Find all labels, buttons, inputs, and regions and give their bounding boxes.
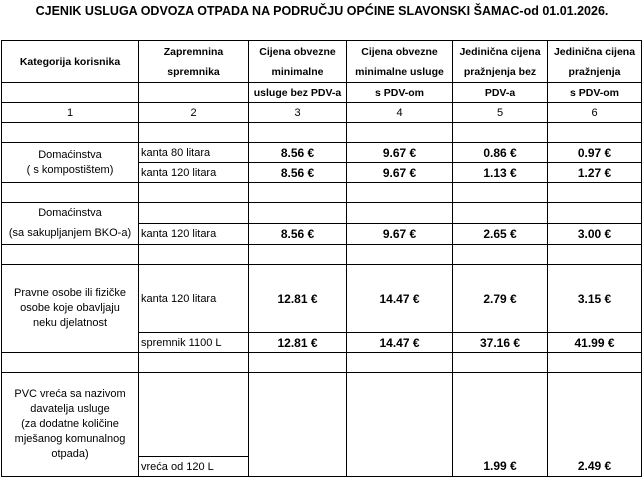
category-cell bbox=[2, 203, 139, 224]
header-category: Kategorija korisnika bbox=[2, 41, 139, 83]
spacer-cell bbox=[548, 353, 642, 373]
category-line: (za dodatne količine bbox=[21, 418, 119, 430]
column-number: 3 bbox=[249, 103, 347, 123]
category-cell bbox=[2, 143, 139, 183]
min-vat-cell: 14.47 € bbox=[347, 333, 453, 353]
header-min-vat-line3: s PDV-om bbox=[347, 83, 453, 103]
column-number: 2 bbox=[139, 103, 249, 123]
category-line: davatelja usluge bbox=[30, 403, 110, 415]
category-cell bbox=[2, 373, 139, 477]
unit-no-vat-cell: 2.65 € bbox=[453, 224, 548, 245]
spacer-cell bbox=[2, 183, 139, 203]
container-cell: kanta 120 litara bbox=[139, 265, 249, 333]
header-min-no-vat-line3: usluge bez PDV-a bbox=[249, 83, 347, 103]
spacer-cell bbox=[347, 123, 453, 143]
min-vat-cell bbox=[347, 457, 453, 477]
empty-cell bbox=[249, 373, 347, 457]
unit-vat-cell: 3.00 € bbox=[548, 224, 642, 245]
table-row bbox=[2, 373, 642, 457]
empty-cell bbox=[249, 203, 347, 224]
spacer-cell bbox=[548, 183, 642, 203]
container-cell: vreća od 120 L bbox=[139, 457, 249, 477]
spacer-cell bbox=[347, 183, 453, 203]
unit-no-vat-cell: 1.13 € bbox=[453, 163, 548, 183]
header-min-vat-line1: Cijena obvezne bbox=[347, 41, 453, 63]
min-vat-cell: 9.67 € bbox=[347, 163, 453, 183]
spacer-cell bbox=[249, 123, 347, 143]
container-cell: kanta 120 litara bbox=[139, 163, 249, 183]
spacer-cell bbox=[139, 245, 249, 265]
category-line: osobe koje obavljaju bbox=[20, 302, 120, 314]
spacer-cell bbox=[249, 245, 347, 265]
min-no-vat-cell: 8.56 € bbox=[249, 143, 347, 163]
spacer-cell bbox=[139, 123, 249, 143]
category-line: Domaćinstva bbox=[38, 206, 102, 219]
header-min-vat-line2: minimalne usluge bbox=[347, 63, 453, 83]
column-number: 5 bbox=[453, 103, 548, 123]
header-min-no-vat-line2: minimalne bbox=[249, 63, 347, 83]
header-unit-no-vat-line2: pražnjenja bez bbox=[453, 63, 548, 83]
spacer-cell bbox=[453, 245, 548, 265]
category-cell bbox=[2, 224, 139, 245]
header-volume-line1: Zapremnina bbox=[139, 41, 249, 63]
header-unit-vat-line3: s PDV-om bbox=[548, 83, 642, 103]
spacer-cell bbox=[2, 123, 139, 143]
column-number: 1 bbox=[2, 103, 139, 123]
spacer-cell bbox=[548, 123, 642, 143]
spacer-cell bbox=[2, 353, 139, 373]
unit-no-vat-cell: 2.79 € bbox=[453, 265, 548, 333]
unit-vat-cell: 41.99 € bbox=[548, 333, 642, 353]
table-row bbox=[2, 224, 642, 245]
empty-cell bbox=[453, 203, 548, 224]
min-no-vat-cell: 8.56 € bbox=[249, 224, 347, 245]
spacer-cell bbox=[347, 353, 453, 373]
unit-vat-cell: 1.27 € bbox=[548, 163, 642, 183]
category-line: mješanog komunalnog bbox=[14, 433, 126, 445]
empty-cell bbox=[139, 203, 249, 224]
header-empty-cell bbox=[139, 83, 249, 103]
price-table bbox=[1, 40, 642, 477]
category-line: (sa sakupljanjem BKO-a) bbox=[8, 227, 132, 240]
table-row bbox=[2, 143, 642, 163]
min-no-vat-cell: 12.81 € bbox=[249, 265, 347, 333]
spacer-cell bbox=[139, 183, 249, 203]
header-unit-no-vat-line3: PDV-a bbox=[453, 83, 548, 103]
unit-no-vat-cell: 0.86 € bbox=[453, 143, 548, 163]
category-line: ( s kompostištem) bbox=[26, 163, 114, 176]
category-cell bbox=[2, 265, 139, 353]
spacer-cell bbox=[548, 245, 642, 265]
unit-no-vat-cell: 37.16 € bbox=[453, 333, 548, 353]
min-vat-cell: 9.67 € bbox=[347, 143, 453, 163]
empty-cell bbox=[347, 373, 453, 457]
header-unit-vat-line2: pražnjenja bbox=[548, 63, 642, 83]
container-cell: spremnik 1100 L bbox=[139, 333, 249, 353]
header-unit-vat-line1: Jedinična cijena bbox=[548, 41, 642, 63]
table-row bbox=[2, 203, 642, 224]
container-cell: kanta 120 litara bbox=[139, 224, 249, 245]
empty-cell bbox=[139, 373, 249, 457]
header-volume-line2: spremnika bbox=[139, 63, 249, 83]
category-line: PVC vreća sa nazivom bbox=[14, 388, 126, 400]
unit-vat-cell: 0.97 € bbox=[548, 143, 642, 163]
empty-cell bbox=[548, 373, 642, 457]
empty-cell bbox=[347, 203, 453, 224]
min-vat-cell: 14.47 € bbox=[347, 265, 453, 333]
unit-no-vat-cell: 1.99 € bbox=[453, 457, 548, 477]
container-cell: kanta 80 litara bbox=[139, 143, 249, 163]
unit-vat-cell: 3.15 € bbox=[548, 265, 642, 333]
min-no-vat-cell bbox=[249, 457, 347, 477]
header-empty-cell bbox=[2, 83, 139, 103]
column-number: 4 bbox=[347, 103, 453, 123]
spacer-cell bbox=[249, 183, 347, 203]
spacer-cell bbox=[453, 123, 548, 143]
table-row bbox=[2, 265, 642, 333]
min-no-vat-cell: 12.81 € bbox=[249, 333, 347, 353]
spacer-cell bbox=[2, 245, 139, 265]
spacer-cell bbox=[453, 183, 548, 203]
spacer-cell bbox=[347, 245, 453, 265]
category-line: neku djelatnost bbox=[33, 317, 107, 329]
empty-cell bbox=[453, 373, 548, 457]
unit-vat-cell: 2.49 € bbox=[548, 457, 642, 477]
column-number: 6 bbox=[548, 103, 642, 123]
min-vat-cell: 9.67 € bbox=[347, 224, 453, 245]
spacer-cell bbox=[139, 353, 249, 373]
header-unit-no-vat-line1: Jedinična cijena bbox=[453, 41, 548, 63]
spacer-cell bbox=[249, 353, 347, 373]
category-line: Domaćinstva bbox=[38, 148, 102, 161]
category-line: Pravne osobe ili fizičke bbox=[14, 287, 126, 299]
header-min-no-vat-line1: Cijena obvezne bbox=[249, 41, 347, 63]
min-no-vat-cell: 8.56 € bbox=[249, 163, 347, 183]
empty-cell bbox=[548, 203, 642, 224]
page-title: CJENIK USLUGA ODVOZA OTPADA NA PODRUČJU OPĆINE SLAVONSKI ŠAMAC-od 01.01.2026. bbox=[35, 4, 609, 18]
spacer-cell bbox=[453, 353, 548, 373]
category-line: otpada) bbox=[51, 448, 89, 460]
